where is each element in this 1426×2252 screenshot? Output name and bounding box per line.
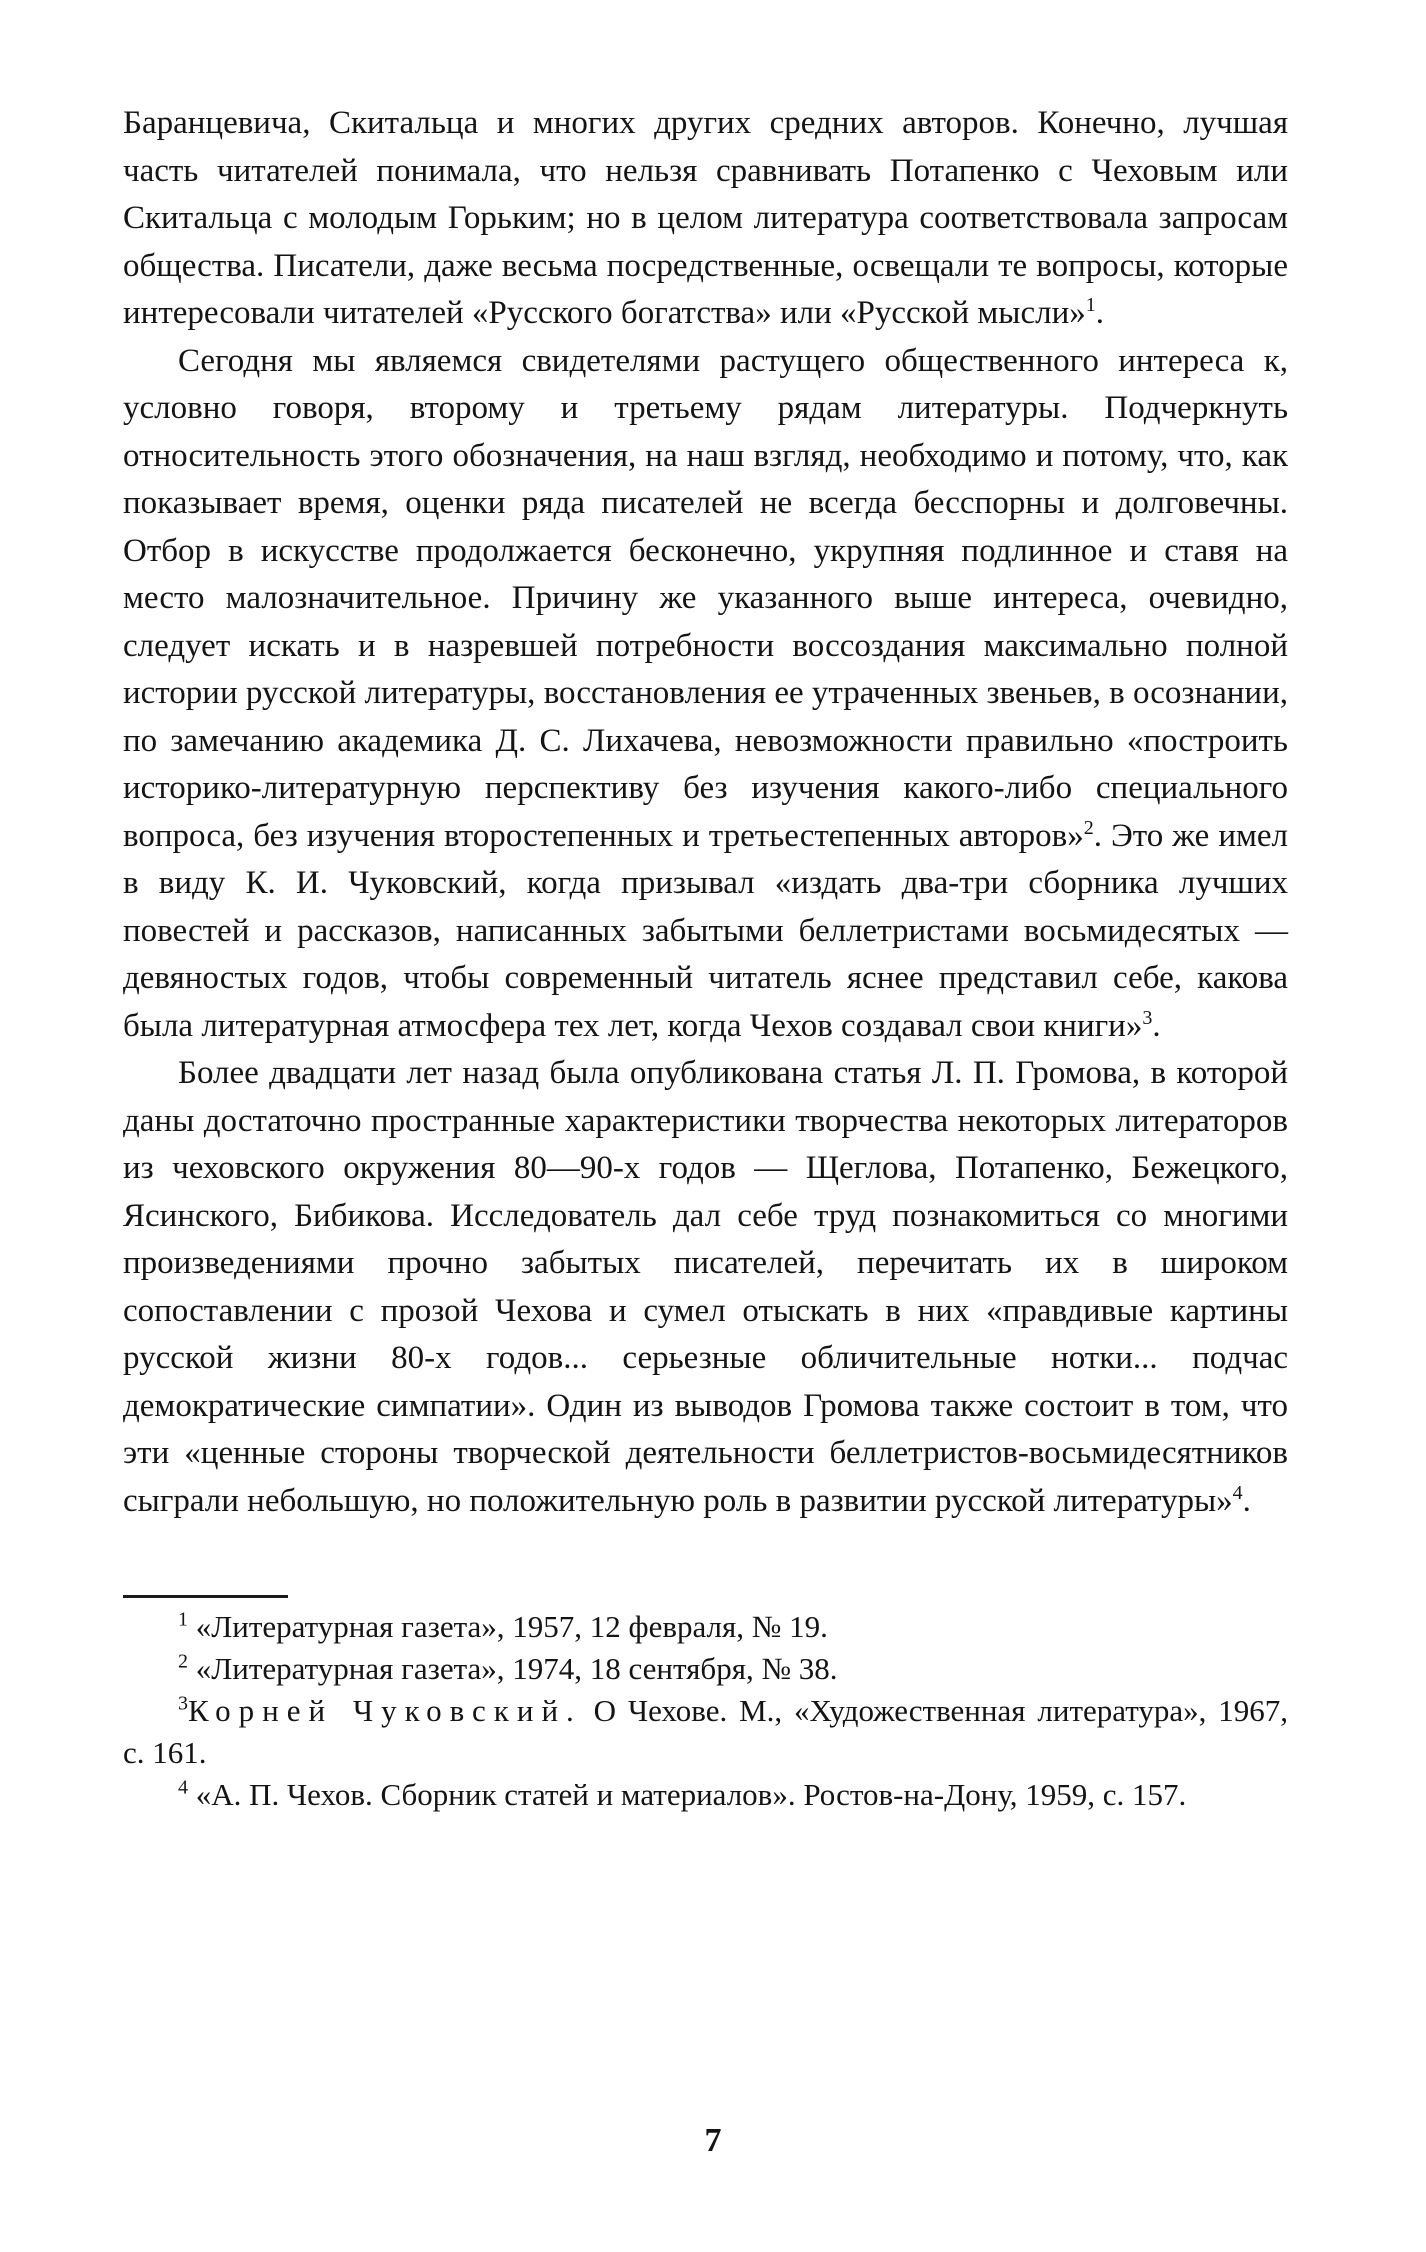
paragraph-2-text: Сегодня мы являемся свидетелями растущего общественного интереса к, условно говоря, второму и третьему рядам литературы. Подчеркнуть относительность этого обозначения, на наш взгляд, необходимо и потому, что, как показывает время, оценки ряда писателей не всегда бесспорны и долговечны. Отбор в искусстве продолжается бесконечно, укрупняя подлинное и ставя на место малозначительное. Причину же указанного выше интереса, очевидно, следует искать и в назревшей потребности воссоздания максимально полной истории русской литературы, восстановления ее утраченных звеньев, в осознании, по замечанию академика Д. С. Лихачева, невозможности правильно «построить историко-литературную перспективу без изучения какого-либо специального вопроса, без изучения второстепенных и третьестепенных авторов» <box>123 342 1288 854</box>
paragraph-2-tail-2: . <box>1152 1007 1161 1044</box>
footnote-3-text: О Чехове. М., «Художественная литература», 1967, с. 161. <box>123 1693 1288 1770</box>
footnote-1-text: «Литературная газета», 1957, 12 февраля, № 19. <box>195 1609 828 1644</box>
footnote-ref-2: 2 <box>1083 816 1094 839</box>
paragraph-2-tail: . Это же имел в виду К. И. Чуковский, когда призывал «издать два-три сборника лучших повестей и рассказов, написанных забытыми беллетристами восьмидесятых — девяностых годов, чтобы современный читатель яснее представил себе, какова была литературная атмосфера тех лет, когда Чехов создавал свои книги» <box>123 817 1288 1044</box>
paragraph-2 <box>123 338 1288 1051</box>
footnote-ref-1: 1 <box>1085 294 1096 316</box>
footnote-4 <box>123 1774 1288 1816</box>
footnotes <box>123 1606 1288 1816</box>
paragraph-1 <box>123 100 1288 338</box>
footnote-3-number: 3 <box>178 1692 188 1715</box>
footnote-2-text: «Литературная газета», 1974, 18 сентября, № 38. <box>195 1651 838 1686</box>
footnote-2 <box>123 1648 1288 1690</box>
paragraph-3 <box>123 1050 1288 1525</box>
footnote-ref-3: 3 <box>1142 1006 1153 1029</box>
footnote-2-number: 2 <box>178 1650 188 1673</box>
paragraph-3-tail: . <box>1242 1482 1251 1519</box>
main-text <box>123 100 1288 1525</box>
page-number: 7 <box>704 2122 722 2159</box>
footnote-divider <box>123 1595 288 1598</box>
paragraph-1-text: Баранцевича, Скитальца и многих других средних авторов. Конечно, лучшая часть читателей понимала, что нельзя сравнивать Потапенко с Чеховым или Скитальца с молодым Горьким; но в целом литература соответствовала запросам общества. Писатели, даже весьма посредственные, освещали те вопросы, которые интересовали читателей «Русского богатства» или «Русской мысли» <box>123 105 1288 331</box>
footnote-ref-4: 4 <box>1232 1481 1243 1504</box>
footnote-4-number: 4 <box>178 1776 188 1799</box>
footnote-3 <box>123 1690 1288 1774</box>
footnote-4-text: «А. П. Чехов. Сборник статей и материалов». Ростов-на-Дону, 1959, с. 157. <box>195 1777 1187 1812</box>
paragraph-3-text: Более двадцати лет назад была опубликована статья Л. П. Громова, в которой даны достаточно пространные характеристики творчества некоторых литераторов из чеховского окружения 80—90-х годов — Щеглова, Потапенко, Бежецкого, Ясинского, Бибикова. Исследователь дал себе труд познакомиться со многими произведениями прочно забытых писателей, перечитать их в широком сопоставлении с прозой Чехова и сумел отыскать в них «правдивые картины русской жизни 80-х годов... серьезные обличительные нотки... подчас демократические симпатии». Один из выводов Громова также состоит в том, что эти «ценные стороны творческой деятельности беллетристов-восьмидесятников сыграли небольшую, но положительную роль в развитии русской литературы» <box>123 1055 1288 1519</box>
footnote-1-number: 1 <box>178 1608 188 1631</box>
footnote-3-author: Корней Чуковский. <box>188 1693 582 1728</box>
page-content <box>123 100 1288 1816</box>
paragraph-1-tail: . <box>1095 295 1104 331</box>
footnote-1 <box>123 1606 1288 1648</box>
